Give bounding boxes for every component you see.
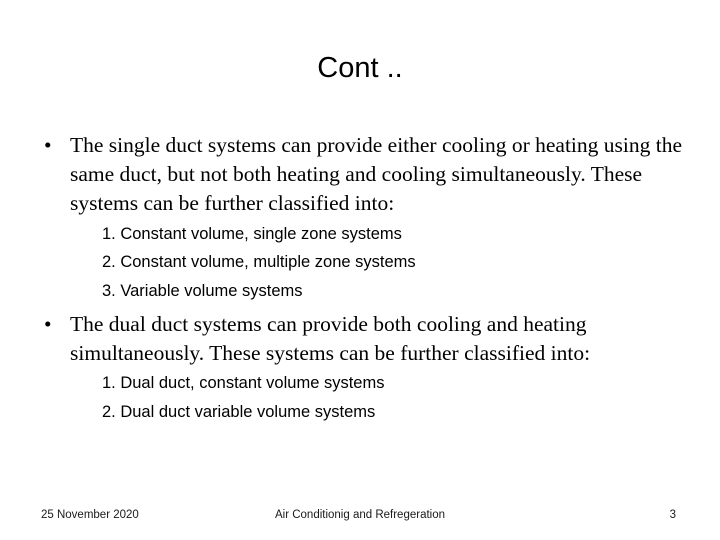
list-item-constant-volume-single-zone: 1. Constant volume, single zone systems bbox=[102, 225, 402, 243]
slide-title: Cont .. bbox=[317, 52, 403, 84]
bullet-dual-duct bbox=[44, 310, 684, 368]
footer-date: 25 November 2020 bbox=[41, 509, 139, 521]
list-item-dual-duct-constant-volume: 1. Dual duct, constant volume systems bbox=[102, 374, 385, 392]
bullet-text-dual-duct: The dual duct systems can provide both cooling and heating simultaneously. These systems can be further classified into: bbox=[70, 312, 591, 365]
bullet-text-single-duct: The single duct systems can provide either cooling or heating using the same duct, but not both heating and cooling simultaneously. These systems can be further classified into: bbox=[70, 133, 683, 215]
bullet-single-duct bbox=[44, 131, 684, 218]
page-number: 3 bbox=[669, 509, 676, 521]
list-item-dual-duct-variable-volume: 2. Dual duct variable volume systems bbox=[102, 403, 376, 421]
bullet-marker: • bbox=[44, 312, 52, 336]
list-item-variable-volume: 3. Variable volume systems bbox=[102, 282, 303, 300]
footer-title: Air Conditionig and Refregeration bbox=[274, 509, 446, 521]
list-item-constant-volume-multiple-zone: 2. Constant volume, multiple zone systems bbox=[102, 253, 416, 271]
bullet-marker: • bbox=[44, 133, 52, 157]
